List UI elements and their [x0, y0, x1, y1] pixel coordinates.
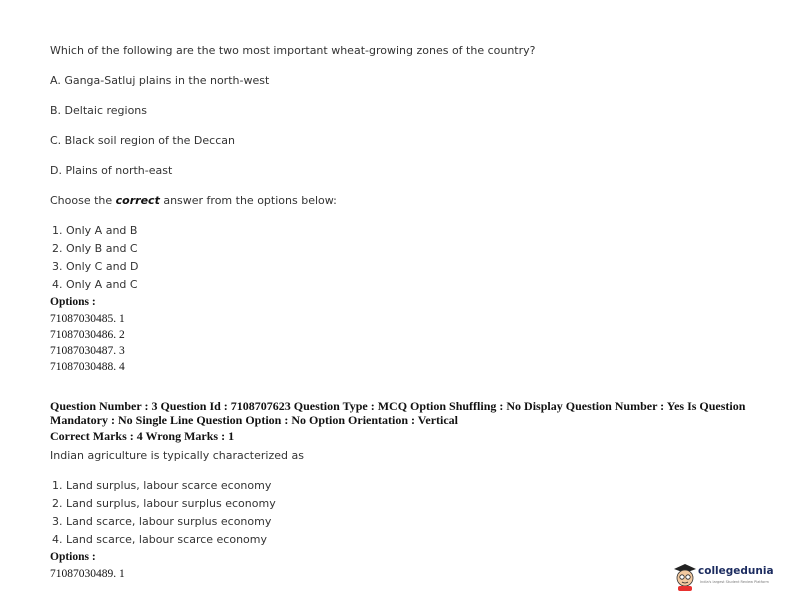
answer-choice: 2. Land surplus, labour surplus economy — [52, 497, 276, 510]
choose-suffix: answer from the options below: — [159, 194, 337, 207]
question-prompt: Which of the following are the two most important wheat-growing zones of the country? — [50, 44, 536, 57]
answer-choice: 4. Only A and C — [52, 278, 138, 291]
logo-wordmark: collegedunia — [698, 565, 774, 577]
choose-prefix: Choose the — [50, 194, 116, 207]
option-id: 71087030489. 1 — [50, 568, 125, 580]
choose-instruction — [50, 194, 337, 207]
option-id: 71087030486. 2 — [50, 329, 125, 341]
question-marks: Correct Marks : 4 Wrong Marks : 1 — [50, 429, 235, 443]
question-meta-line2: Mandatory : No Single Line Question Option : No Option Orientation : Vertical — [50, 413, 459, 427]
statement-d: D. Plains of north-east — [50, 164, 173, 177]
question-meta-line1: Question Number : 3 Question Id : 7108707623 Question Type : MCQ Option Shuffling : No Display Question Number : Yes Is Question — [50, 399, 746, 413]
question3-prompt: Indian agriculture is typically characterized as — [50, 449, 304, 462]
answer-choice: 2. Only B and C — [52, 242, 138, 255]
option-id: 71087030487. 3 — [50, 345, 125, 357]
statement-c: C. Black soil region of the Deccan — [50, 134, 235, 147]
answer-choice: 4. Land scarce, labour scarce economy — [52, 533, 268, 546]
logo-tagline: India's largest Student Review Platform — [700, 580, 769, 584]
answer-choice: 1. Land surplus, labour scarce economy — [52, 479, 272, 492]
collegedunia-logo — [672, 560, 772, 594]
options-label: Options : — [50, 551, 96, 563]
option-id: 71087030485. 1 — [50, 313, 125, 325]
choose-emphasis: correct — [115, 194, 160, 207]
answer-choice: 3. Land scarce, labour surplus economy — [52, 515, 272, 528]
mascot-icon — [672, 562, 698, 592]
answer-choice: 3. Only C and D — [52, 260, 139, 273]
answer-choice: 1. Only A and B — [52, 224, 138, 237]
options-label: Options : — [50, 296, 96, 308]
statement-b: B. Deltaic regions — [50, 104, 148, 117]
statement-a: A. Ganga-Satluj plains in the north-west — [50, 74, 270, 87]
option-id: 71087030488. 4 — [50, 361, 125, 373]
